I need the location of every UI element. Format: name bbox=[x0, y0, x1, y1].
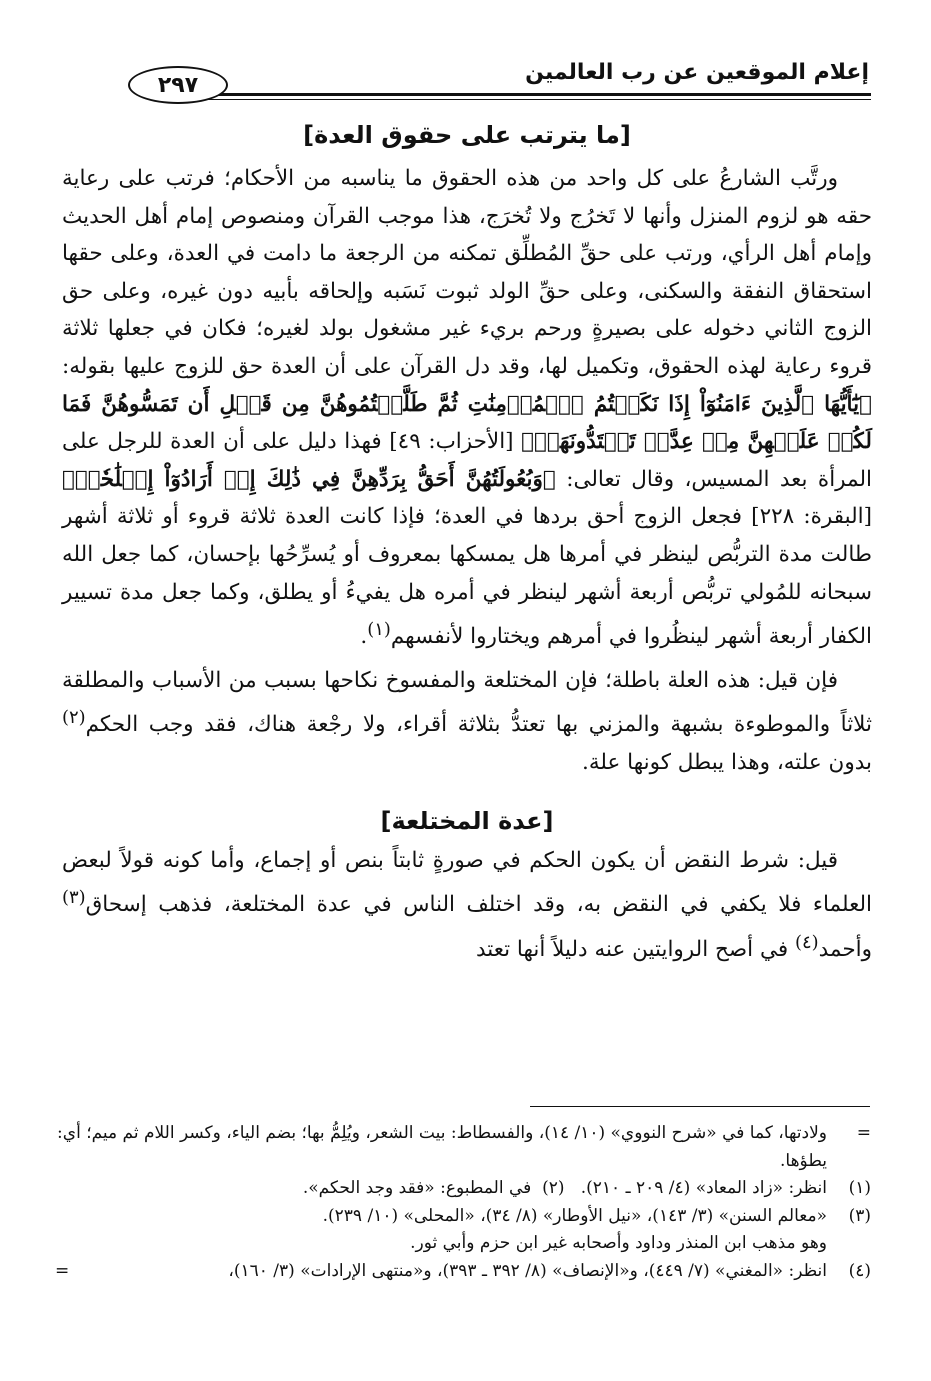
footnotes bbox=[55, 1120, 871, 1285]
header-rule bbox=[196, 93, 871, 96]
footnote-4-text: انظر: «المغني» (٧/ ٤٤٩)، و«الإنصاف» (٨/ ٣٩٢ ـ ٣٩٣)، و«منتهى الإرادات» (٣/ ١٦٠)، bbox=[228, 1260, 827, 1281]
quran-verse-baqara: ﴿وَبُعُولَتُهُنَّ أَحَقُّ بِرَدِّهِنَّ فِي ذَٰلِكَ إِنۡ أَرَادُوٓاْ إِصۡلَٰحٗاۚ﴾ bbox=[62, 466, 556, 492]
paragraph-3-text-b: وأحمد bbox=[818, 937, 872, 963]
objection-end: بدون علته، وهذا يبطل كونها علة. bbox=[582, 750, 872, 776]
footnote-separator bbox=[530, 1106, 870, 1107]
paragraph-1-text-c: [البقرة: ٢٢٨] فجعل الزوج أحق بردها في العدة؛ فإذا كانت العدة ثلاثة قروء أو ثلاثة أشهر طالت مدة التربُّص لينظر في أمرها هل يمسكها بمعروف أو يُسرِّحُها بإحسان، كما جعل الله سبحانه للمُولي تربُّص أربعة أشهر لينظر في أمره هل يفيءُ أو يطلق، وكما جعل مدة تسيير الكفار أربعة أشهر لينظُروا في أمرهم ويختاروا لأنفسهم bbox=[62, 504, 872, 650]
footnote-1-marker: (١) bbox=[848, 1178, 871, 1198]
paragraph-1-end: . bbox=[360, 624, 368, 650]
footnote-3-text: «معالم السنن» (٣/ ١٤٣)، «نيل الأوطار» (٨/ ٣٤)، «المحلى» (١٠/ ٢٣٩). bbox=[322, 1205, 827, 1226]
footnote-continuation-marker: = bbox=[856, 1123, 871, 1143]
footnote-ref-4: (٤) bbox=[795, 932, 819, 954]
footnote-3 bbox=[55, 1203, 871, 1231]
objection-text: فإن قيل: هذه العلة باطلة؛ فإن المختلعة والمفسوخ نكاحها بسبب من الأسباب والمطلقة ثلاثاً والموطوءة بشبهة والمزني بها تعتدُّ بثلاثة أقراء، ولا رجْعة هناك، فقد وجب الحكم bbox=[62, 667, 872, 738]
footnote-4 bbox=[55, 1258, 871, 1286]
footnote-4-continues-marker: = bbox=[55, 1260, 70, 1281]
section-heading-2: [عدة المختلعة] bbox=[380, 806, 554, 835]
footnote-3-continuation: وهو مذهب ابن المنذر وداود وأصحابه غير ابن حزم وأبي ثور. bbox=[410, 1233, 827, 1253]
paragraph-3-text: قيل: شرط النقض أن يكون الحكم في صورةٍ ثابتاً بنص أو إجماع، وأما كونه قولاً لبعض العلماء فلا يكفي في النقض به، وقد اختلف الناس في عدة المختلعة، فذهب إسحاق bbox=[62, 847, 872, 918]
header-rule-thin bbox=[196, 99, 871, 100]
footnote-ref-1: (١) bbox=[367, 619, 391, 641]
footnote-1-2 bbox=[55, 1175, 871, 1203]
footnote-1-text: انظر: «زاد المعاد» (٤/ ٢٠٩ ـ ٢١٠). bbox=[580, 1178, 827, 1198]
paragraph-1-text-b: [الأحزاب: ٤٩] فهذا دليل على أن العدة للرجل على المرأة بعد المسيس، وقال تعالى: bbox=[62, 429, 872, 492]
footnote-continuation bbox=[55, 1120, 871, 1175]
section-heading-1: [ما يترتب على حقوق العدة] bbox=[303, 121, 631, 149]
page-header bbox=[100, 44, 871, 104]
paragraph-2 bbox=[62, 662, 872, 782]
footnote-continuation-text: ولادتها، كما في «شرح النووي» (١٠/ ١٤)، والفسطاط: بيت الشعر، ويُلِمُّ بها؛ بضم الياء، وكسر اللام ثم ميم؛ أي: يطؤها. bbox=[57, 1123, 827, 1171]
page-number: ٢٩٧ bbox=[128, 66, 228, 104]
quran-verse-ahzab: ﴿يَٰٓأَيُّهَا ٱلَّذِينَ ءَامَنُوٓاْ إِذَا نَكَحۡتُمُ ٱلۡمُؤۡمِنَٰتِ ثُمَّ طَلَّقۡتُمُوهُنَّ مِن قَبۡلِ أَن تَمَسُّوهُنَّ فَمَا لَكُمۡ عَلَيۡهِنَّ مِنۡ عِدَّةٖ تَعۡتَدُّونَهَاۖ﴾ bbox=[62, 391, 872, 455]
paragraph-3 bbox=[62, 842, 872, 969]
footnote-ref-3: (٣) bbox=[62, 887, 86, 909]
footnote-ref-2: (٢) bbox=[62, 707, 86, 729]
paragraph-1 bbox=[62, 160, 872, 656]
main-content bbox=[62, 118, 872, 969]
footnote-2-marker: (٢) bbox=[542, 1178, 565, 1198]
footnote-3-marker: (٣) bbox=[848, 1205, 871, 1226]
paragraph-3-text-c: في أصح الروايتين عنه دليلاً أنها تعتد bbox=[475, 937, 795, 963]
footnote-2-text: في المطبوع: «فقد وجد الحكم». bbox=[302, 1178, 532, 1198]
book-title: إعلام الموقعين عن رب العالمين bbox=[525, 60, 869, 85]
footnote-4-marker: (٤) bbox=[848, 1260, 871, 1281]
paragraph-1-text: ورتَّب الشارعُ على كل واحد من هذه الحقوق ما يناسبه من الأحكام؛ فرتب على رعاية حقه هو لزوم المنزل وأنها لا تَخرُج ولا تُخرَج، هذا موجب القرآن ومنصوص إمام أهل الحديث وإمام أهل الرأي، ورتب على حقِّ المُطلِّق تمكنه من الرجعة ما دامت في العدة، وعلى حقها استحقاق النفقة والسكنى، وعلى حقِّ الولد ثبوت نَسَبه وإلحاقه بأبيه دون غيره، وعلى حق الزوج الثاني دخوله على بصيرةٍ ورحم بريء غير مشغول بولد لغيره؛ فكان في جعلها ثلاثة قروء رعاية لهذه الحقوق، وتكميل لها، وقد دل القرآن على أن العدة حق للزوج عليها بقوله: bbox=[62, 166, 872, 379]
footnote-1-2-row bbox=[55, 1175, 827, 1203]
